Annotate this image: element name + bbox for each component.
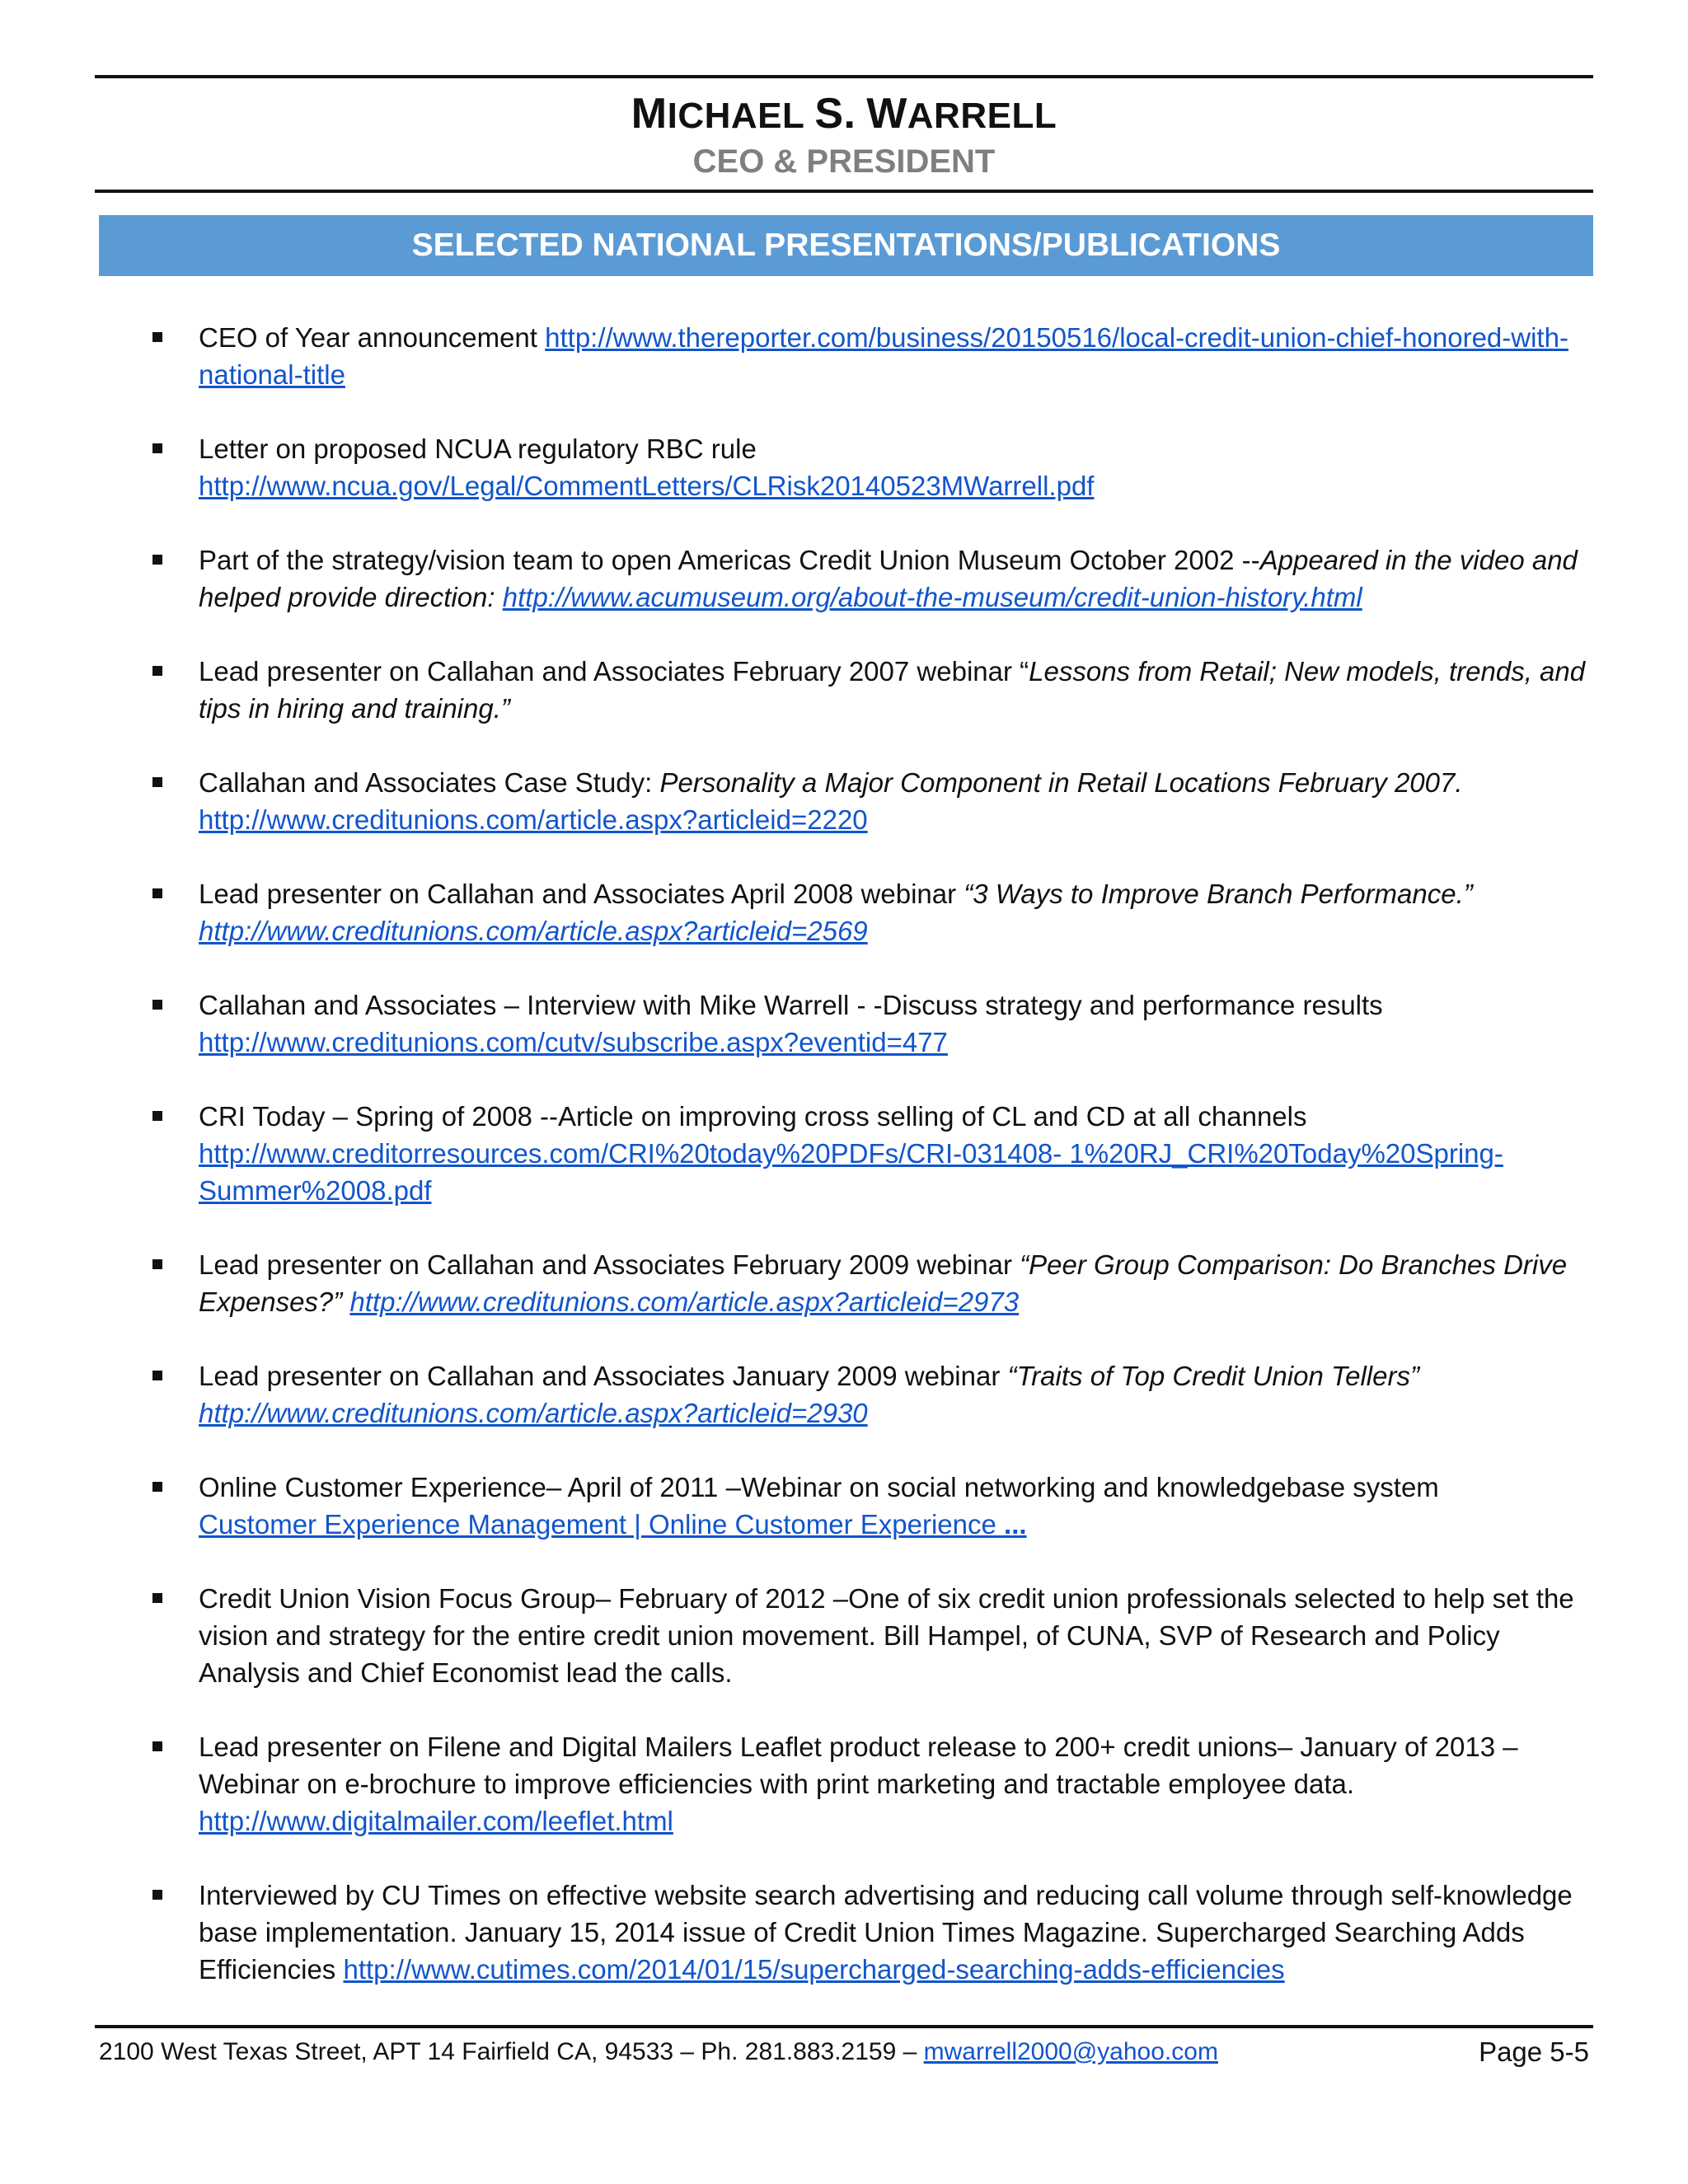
item-link[interactable]: http://www.creditorresources.com/CRI%20today%20PDFs/CRI-031408- 1%20RJ_CRI%20Today%20Spring-Summer%2008.pdf — [199, 1138, 1503, 1206]
section-banner: SELECTED NATIONAL PRESENTATIONS/PUBLICATIONS — [99, 215, 1593, 276]
item-italic-text: “Peer Group Comparison: Do Branches Drive Expenses?” — [199, 1249, 1568, 1317]
square-bullet-icon — [152, 666, 162, 676]
item-text: Lead presenter on Callahan and Associates February 2009 webinar — [199, 1249, 1020, 1280]
list-item — [199, 1246, 1600, 1320]
item-italic-text: Personality a Major Component in Retail Locations February 2007. — [659, 767, 1463, 798]
list-item — [199, 1728, 1600, 1840]
item-link[interactable]: http://www.creditunions.com/article.aspx?articleid=2569 — [199, 916, 868, 946]
footer-address: 2100 West Texas Street, APT 14 Fairfield CA, 94533 – Ph. 281.883.2159 – — [99, 2038, 924, 2065]
item-link[interactable]: http://www.ncua.gov/Legal/CommentLetters/CLRisk20140523MWarrell.pdf — [199, 471, 1095, 501]
item-link-ellipsis: ... — [1004, 1509, 1027, 1540]
item-italic-text: Lessons from Retail; New models, trends, and tips in hiring and training.” — [199, 656, 1586, 724]
item-text: Letter on proposed NCUA regulatory RBC rule — [199, 434, 757, 464]
square-bullet-icon — [152, 1259, 162, 1269]
item-italic-text: “3 Ways to Improve Branch Performance.” — [964, 879, 1473, 909]
list-item — [199, 319, 1600, 393]
item-link[interactable]: http://www.digitalmailer.com/leeflet.html — [199, 1806, 673, 1836]
square-bullet-icon — [152, 888, 162, 898]
footer-rule — [95, 2025, 1593, 2028]
item-text: Lead presenter on Filene and Digital Mailers Leaflet product release to 200+ credit unions– January of 2013 – Webinar on e-brochure to improve efficiencies with print marketing and tractable employee data. — [199, 1732, 1518, 1799]
list-item — [199, 653, 1600, 727]
publications-list — [0, 319, 1688, 2025]
square-bullet-icon — [152, 1890, 162, 1900]
item-italic-text: “Traits of Top Credit Union Tellers” — [1007, 1361, 1419, 1391]
item-text: CRI Today – Spring of 2008 --Article on improving cross selling of CL and CD at all channels — [199, 1101, 1307, 1132]
square-bullet-icon — [152, 1111, 162, 1121]
list-item — [199, 1877, 1600, 1988]
item-link[interactable]: http://www.creditunions.com/cutv/subscribe.aspx?eventid=477 — [199, 1027, 948, 1057]
list-item — [199, 987, 1600, 1061]
square-bullet-icon — [152, 1482, 162, 1492]
item-link[interactable] — [199, 1509, 1027, 1540]
item-link[interactable]: http://www.acumuseum.org/about-the-museum/credit-union-history.html — [502, 582, 1362, 612]
square-bullet-icon — [152, 1741, 162, 1751]
item-text: Lead presenter on Callahan and Associates April 2008 webinar — [199, 879, 964, 909]
square-bullet-icon — [152, 1593, 162, 1603]
item-italic-text: Appeared in the video and helped provide direction: — [199, 545, 1578, 612]
list-item — [199, 875, 1600, 949]
square-bullet-icon — [152, 332, 162, 342]
square-bullet-icon — [152, 1371, 162, 1380]
list-item — [199, 1580, 1600, 1691]
footer — [99, 2033, 1589, 2071]
list-item — [199, 541, 1600, 616]
footer-address-line — [99, 2033, 1218, 2071]
square-bullet-icon — [152, 443, 162, 453]
person-title: CEO & PRESIDENT — [692, 143, 996, 180]
square-bullet-icon — [152, 1000, 162, 1010]
item-text: Lead presenter on Callahan and Associates January 2009 webinar — [199, 1361, 1008, 1391]
item-text: Online Customer Experience– April of 2011 –Webinar on social networking and knowledgebase system — [199, 1472, 1439, 1502]
item-text: Lead presenter on Callahan and Associates February 2007 webinar “ — [199, 656, 1029, 687]
square-bullet-icon — [152, 555, 162, 565]
list-item — [199, 1098, 1600, 1209]
item-text: CEO of Year announcement — [199, 322, 546, 353]
item-text: Credit Union Vision Focus Group– February of 2012 –One of six credit union professionals selected to help set the vision and strategy for the entire credit union movement. Bill Hampel, of CUNA, SVP of Research and Policy Analysis and Chief Economist lead the calls. — [199, 1583, 1574, 1688]
item-link[interactable]: http://www.creditunions.com/article.aspx?articleid=2973 — [349, 1286, 1020, 1317]
item-text: Callahan and Associates – Interview with Mike Warrell - -Discuss strategy and performance results — [199, 990, 1383, 1020]
list-item — [199, 764, 1600, 838]
header-bottom-rule — [95, 190, 1593, 193]
list-item — [199, 430, 1600, 504]
item-link[interactable]: http://www.creditunions.com/article.aspx?articleid=2930 — [199, 1398, 868, 1428]
header-top-rule — [95, 75, 1593, 78]
list-item — [199, 1357, 1600, 1432]
item-link[interactable]: http://www.thereporter.com/business/20150516/local-credit-union-chief-honored-with-national-title — [199, 322, 1568, 390]
item-text: Callahan and Associates Case Study: — [199, 767, 660, 798]
item-text: Part of the strategy/vision team to open Americas Credit Union Museum October 2002 -- — [199, 545, 1260, 575]
page-number: Page 5-5 — [1479, 2036, 1589, 2067]
square-bullet-icon — [152, 777, 162, 787]
footer-email-link[interactable]: mwarrell2000@yahoo.com — [923, 2038, 1218, 2065]
item-link-text: Customer Experience Management | Online Customer Experience — [199, 1509, 1005, 1540]
list-item — [199, 1469, 1600, 1543]
item-text: Interviewed by CU Times on effective website search advertising and reducing call volume through self-knowledge base implementation. January 15, 2014 issue of Credit Union Times Magazine. Supercharged Searching Adds Efficiencies — [199, 1880, 1573, 1985]
person-name: MICHAEL S. WARRELL — [631, 90, 1057, 138]
item-link[interactable]: http://www.cutimes.com/2014/01/15/supercharged-searching-adds-efficiencies — [343, 1954, 1285, 1985]
item-link[interactable]: http://www.creditunions.com/article.aspx?articleid=2220 — [199, 804, 868, 835]
